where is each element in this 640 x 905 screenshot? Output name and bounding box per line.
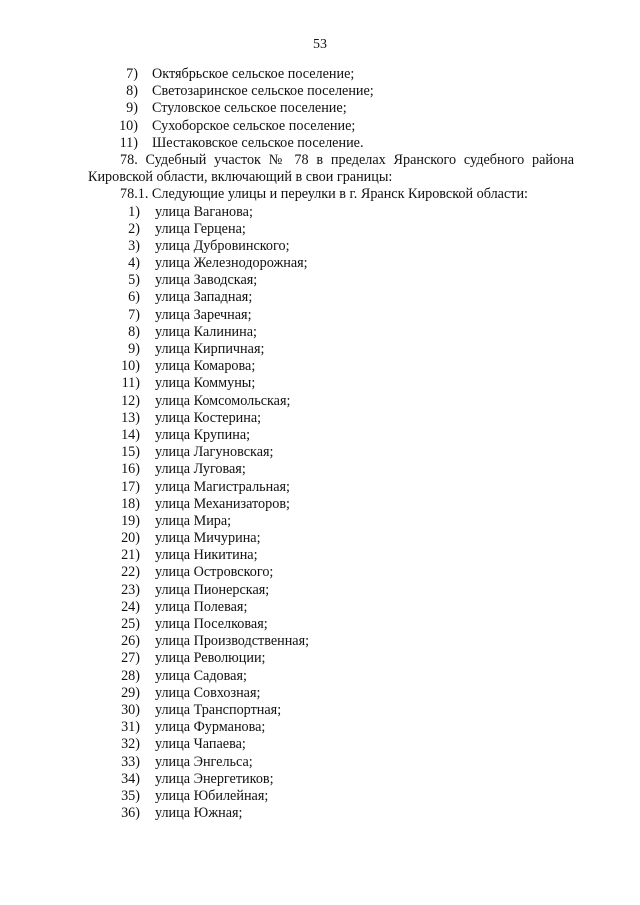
street-item	[0, 289, 640, 306]
street-item	[0, 599, 640, 616]
street-item-text: улица Ваганова;	[155, 203, 253, 220]
settlement-item-number: 7)	[126, 66, 138, 82]
settlement-item-text: Шестаковское сельское поселение.	[152, 134, 364, 151]
street-item	[0, 427, 640, 444]
street-item-text: улица Никитина;	[155, 547, 258, 564]
street-item-text: улица Заречная;	[155, 306, 252, 323]
street-item-text: улица Мичурина;	[155, 530, 261, 547]
street-item	[0, 513, 640, 530]
street-item-number: 31)	[121, 719, 140, 736]
street-item-number: 22)	[121, 564, 140, 581]
settlement-item	[0, 135, 640, 152]
street-item-number: 9)	[128, 341, 140, 358]
street-item-text: улица Садовая;	[155, 667, 247, 684]
street-item	[0, 324, 640, 341]
street-item	[0, 496, 640, 513]
settlement-item	[0, 66, 640, 83]
street-item-text: улица Южная;	[155, 805, 243, 822]
street-item-number: 6)	[128, 289, 140, 306]
street-item-text: улица Поселковая;	[155, 616, 268, 633]
street-item-number: 32)	[121, 736, 140, 753]
street-item-number: 3)	[128, 237, 140, 254]
street-item	[0, 771, 640, 788]
street-item-number: 8)	[128, 323, 140, 340]
street-item-number: 29)	[121, 684, 140, 701]
street-item	[0, 650, 640, 667]
street-item-number: 14)	[121, 426, 140, 443]
street-item-number: 35)	[121, 787, 140, 804]
street-item	[0, 307, 640, 324]
settlement-item	[0, 118, 640, 135]
street-item-number: 7)	[128, 306, 140, 323]
street-item-number: 5)	[128, 272, 140, 289]
street-item-text: улица Комсомольская;	[155, 392, 291, 409]
street-item-number: 2)	[128, 220, 140, 237]
street-item	[0, 221, 640, 238]
street-item-text: улица Юбилейная;	[155, 787, 269, 804]
settlement-item	[0, 100, 640, 117]
street-item-number: 27)	[121, 650, 140, 667]
street-item-text: улица Фурманова;	[155, 719, 266, 736]
street-item	[0, 805, 640, 822]
street-item-number: 28)	[121, 667, 140, 684]
street-item-number: 25)	[121, 616, 140, 633]
street-item-text: улица Луговая;	[155, 461, 246, 478]
street-item-text: улица Железнодорожная;	[155, 255, 308, 272]
street-item	[0, 272, 640, 289]
street-item	[0, 444, 640, 461]
street-item	[0, 238, 640, 255]
street-item-text: улица Кирпичная;	[155, 341, 265, 358]
settlement-list	[0, 66, 640, 152]
street-item-text: улица Крупина;	[155, 426, 251, 443]
street-item	[0, 685, 640, 702]
street-item	[0, 255, 640, 272]
street-item	[0, 393, 640, 410]
street-item-number: 26)	[121, 633, 140, 650]
street-item-number: 17)	[121, 478, 140, 495]
street-item	[0, 358, 640, 375]
street-item-number: 36)	[121, 805, 140, 822]
street-item-text: улица Энгельса;	[155, 753, 253, 770]
street-item-text: улица Коммуны;	[155, 375, 256, 392]
street-item-number: 10)	[121, 358, 140, 375]
street-item	[0, 754, 640, 771]
street-item-number: 11)	[121, 375, 140, 392]
section-78-paragraph: 78. Судебный участок № 78 в пределах Яранского судебного района Кировской области, включающий в свои границы:	[88, 151, 574, 186]
street-item	[0, 564, 640, 581]
street-item-text: улица Западная;	[155, 289, 253, 306]
street-item	[0, 736, 640, 753]
street-item-text: улица Заводская;	[155, 272, 258, 289]
street-item-number: 15)	[121, 444, 140, 461]
settlement-item-number: 10)	[119, 117, 138, 134]
street-item	[0, 616, 640, 633]
street-item-text: улица Островского;	[155, 564, 274, 581]
street-item-text: улица Калинина;	[155, 323, 257, 340]
street-item	[0, 204, 640, 221]
street-item-text: улица Дубровинского;	[155, 237, 290, 254]
settlement-item-number: 8)	[126, 83, 138, 100]
street-item-number: 20)	[121, 530, 140, 547]
settlement-item-text: Сухоборское сельское поселение;	[152, 117, 356, 134]
street-item	[0, 633, 640, 650]
street-item-text: улица Лагуновская;	[155, 444, 274, 461]
street-item	[0, 479, 640, 496]
street-item-text: улица Механизаторов;	[155, 495, 290, 512]
street-item-text: улица Мира;	[155, 512, 232, 529]
street-item-text: улица Магистральная;	[155, 478, 290, 495]
street-item-number: 33)	[121, 753, 140, 770]
street-item-number: 13)	[121, 409, 140, 426]
street-item-text: улица Энергетиков;	[155, 770, 274, 787]
street-item-text: улица Совхозная;	[155, 684, 261, 701]
settlement-item-text: Октябрьское сельское поселение;	[152, 66, 355, 82]
street-item-text: улица Пионерская;	[155, 581, 270, 598]
street-item-number: 21)	[121, 547, 140, 564]
street-item-number: 24)	[121, 598, 140, 615]
settlement-item-number: 11)	[119, 134, 138, 151]
street-item-number: 1)	[128, 203, 140, 220]
street-item	[0, 702, 640, 719]
street-item-number: 12)	[121, 392, 140, 409]
street-item-text: улица Чапаева;	[155, 736, 246, 753]
street-item-text: улица Революции;	[155, 650, 266, 667]
street-item	[0, 547, 640, 564]
document-body	[0, 66, 640, 822]
settlement-item	[0, 83, 640, 100]
street-item	[0, 410, 640, 427]
street-item	[0, 530, 640, 547]
street-item-number: 16)	[121, 461, 140, 478]
street-item	[0, 668, 640, 685]
street-item-number: 4)	[128, 255, 140, 272]
street-item-number: 19)	[121, 512, 140, 529]
street-item-text: улица Герцена;	[155, 220, 246, 237]
settlement-item-text: Светозаринское сельское поселение;	[152, 83, 374, 100]
street-item-number: 30)	[121, 701, 140, 718]
page-number: 53	[313, 37, 327, 52]
street-item-text: улица Транспортная;	[155, 701, 282, 718]
street-item-text: улица Полевая;	[155, 598, 248, 615]
street-item-number: 18)	[121, 495, 140, 512]
settlement-item-text: Стуловское сельское поселение;	[152, 100, 347, 117]
street-item	[0, 582, 640, 599]
street-item	[0, 788, 640, 805]
street-item	[0, 341, 640, 358]
street-list	[0, 204, 640, 823]
street-item	[0, 461, 640, 478]
section-78-1-heading: 78.1. Следующие улицы и переулки в г. Яранск Кировской области:	[120, 186, 528, 203]
street-item-text: улица Производственная;	[155, 633, 310, 650]
street-item-number: 34)	[121, 770, 140, 787]
street-item-number: 23)	[121, 581, 140, 598]
street-item	[0, 719, 640, 736]
settlement-item-number: 9)	[126, 100, 138, 117]
street-item	[0, 375, 640, 392]
street-item-text: улица Костерина;	[155, 409, 262, 426]
street-item-text: улица Комарова;	[155, 358, 256, 375]
